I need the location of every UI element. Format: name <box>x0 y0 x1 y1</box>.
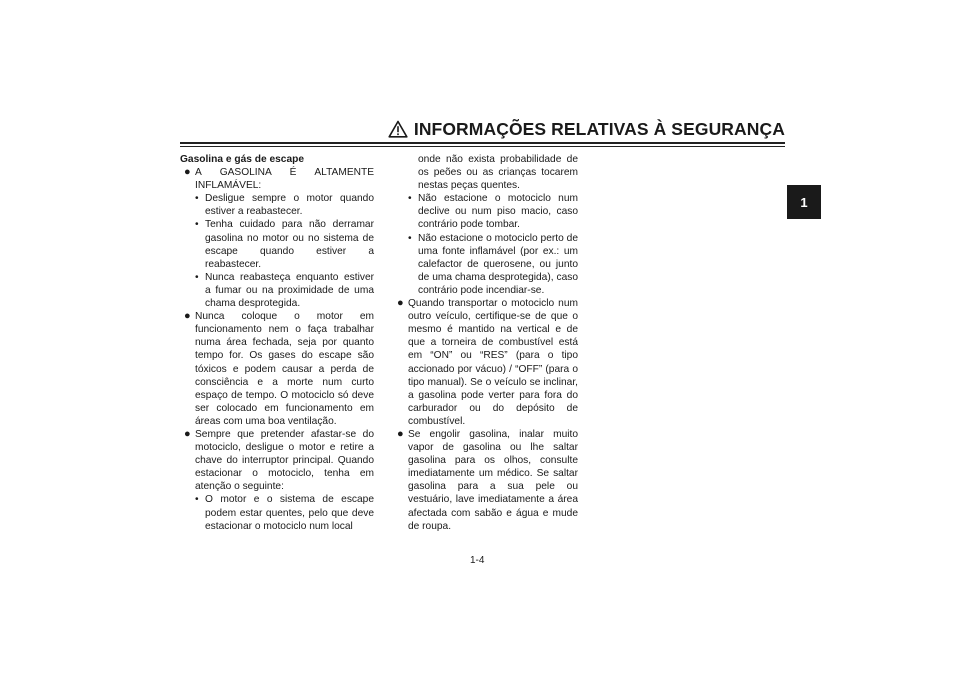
bullet-item <box>393 428 578 533</box>
dot-icon: • <box>408 232 412 244</box>
bullet-icon: ● <box>184 427 191 440</box>
page-header <box>380 118 785 140</box>
sub-item-text: Tenha cuidado para não derramar gasolina no motor ou no sistema de escape quando estiver a reabastecer. <box>205 219 374 270</box>
continued-text: onde não exista probabilidade de os peões ou as crianças tocarem nestas peças quentes. <box>418 154 578 192</box>
sub-item <box>405 232 578 297</box>
dot-icon: • <box>195 193 199 205</box>
bullet-icon: ● <box>184 166 191 179</box>
sub-item <box>192 493 374 532</box>
right-column <box>393 153 578 533</box>
bullet-item <box>180 310 374 428</box>
chapter-tab: 1 <box>787 185 821 219</box>
bullet-text: Se engolir gasolina, inalar muito vapor de gasolina ou lhe saltar gasolina para os olhos, consulte imediatamente um médico. Se saltar gasolina para a sua pele ou vestuário, lave imediatamente a área afectada com sabão e água e mude de roupa. <box>408 428 578 532</box>
bullet-icon: ● <box>397 297 404 310</box>
left-column <box>180 153 374 533</box>
bullet-text: Nunca coloque o motor em funcionamento nem o faça trabalhar numa área fechada, seja por quanto tempo for. Os gases do escape são tóxicos e podem causar a perda de consciência e a morte num curto espaço de tempo. O motociclo só deve ser colocado em funcionamento em áreas com uma boa ventilação. <box>195 311 374 427</box>
header-rule-thin <box>180 146 785 147</box>
sub-item-text: Não estacione o motociclo num declive ou num piso macio, caso contrário pode tombar. <box>418 193 578 231</box>
section-title: Gasolina e gás de escape <box>180 154 305 165</box>
header-rule-thick <box>180 142 785 144</box>
bullet-icon: ● <box>397 427 404 440</box>
bullet-item <box>180 166 374 192</box>
bullet-text: Quando transportar o motociclo num outro veículo, certifique-se de que o mesmo é mantido na vertical e de que a torneira de combustível está em “ON” ou “RES” (para o tipo accionado por vácuo) / “OFF” (para o tipo manual). Se o veículo se inclinar, a gasolina pode verter para fora do carburador ou do depósito de combustível. <box>408 298 578 427</box>
sub-item-text: Não estacione o motociclo perto de uma fonte inflamável (por ex.: um calefactor de querosene, ou junto de uma chama desprotegida), caso contrário pode incendiar-se. <box>418 232 578 296</box>
bullet-icon: ● <box>184 310 191 323</box>
dot-icon: • <box>195 494 199 506</box>
page-number: 1-4 <box>470 555 485 566</box>
dot-icon: • <box>408 193 412 205</box>
warning-triangle-icon <box>388 120 408 138</box>
page-title: INFORMAÇÕES RELATIVAS À SEGURANÇA <box>413 118 785 139</box>
bullet-item <box>393 297 578 428</box>
dot-icon: • <box>195 219 199 231</box>
bullet-text: Sempre que pretender afastar-se do motociclo, desligue o motor e retire a chave do interruptor principal. Quando estacionar o motociclo, tenha em atenção o seguinte: <box>195 428 374 493</box>
sub-item <box>192 192 374 218</box>
sub-item-text: Desligue sempre o motor quando estiver a reabastecer. <box>205 193 374 218</box>
bullet-item <box>180 428 374 493</box>
sub-item <box>192 218 374 270</box>
sub-item <box>405 192 578 231</box>
sub-item <box>192 271 374 310</box>
sub-item-text: Nunca reabasteça enquanto estiver a fumar ou na proximidade de uma chama desprotegida. <box>205 271 374 310</box>
bullet-text: A GASOLINA É ALTAMENTE INFLAMÁVEL: <box>195 167 374 192</box>
sub-item-text: O motor e o sistema de escape podem estar quentes, pelo que deve estacionar o motociclo num local <box>205 494 374 532</box>
dot-icon: • <box>195 271 199 283</box>
